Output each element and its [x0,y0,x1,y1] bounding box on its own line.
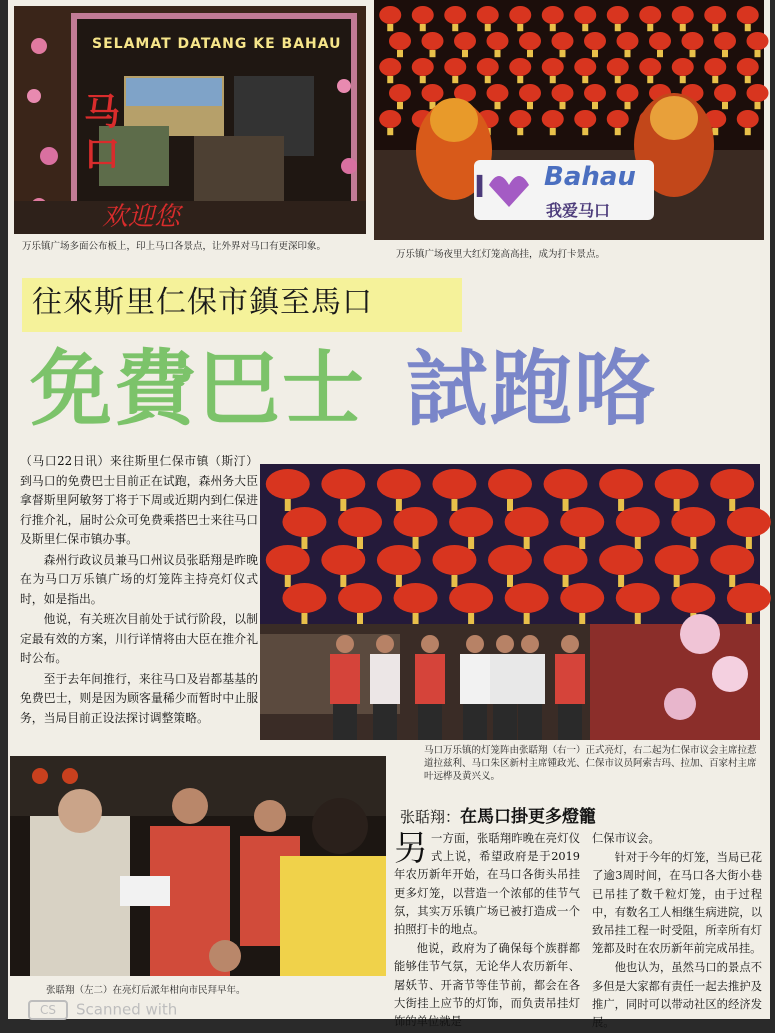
lantern-shape [542,110,564,128]
article-column-1 [20,452,258,729]
lantern-tassel [285,575,291,587]
lantern-shape [477,58,499,76]
article-paragraph: 至于去年间推行，来往马口及岩都基基的免费巴士，则是因为顾客量稀少而暂时中止服务，当局目前正设法探讨调整策略。 [20,671,258,725]
lantern-shape [542,6,564,24]
lantern-tassel [357,613,363,625]
lantern-tassel [387,24,393,31]
lantern-shape [607,58,629,76]
lantern-tassel [618,575,624,587]
banner-text: SELAMAT DATANG KE BAHAU [92,36,342,52]
lantern-shape [505,507,549,537]
person-head [376,635,394,653]
lantern-tassel [396,499,402,511]
lantern-shape [487,32,509,50]
lantern-tassel [746,537,752,549]
scanner-watermark [28,1000,177,1020]
article-paragraph: 他也认为，虽然马口的景点不多但是大家都有责任一起去推护及推广，同时可以带动社区的经济发展。 [592,961,762,1030]
lantern-tassel [451,499,457,511]
lantern-tassel [729,575,735,587]
lantern-shape [321,469,365,499]
lantern-tassel [674,575,680,587]
lantern-tassel [527,102,533,109]
lantern-shape [584,32,606,50]
lantern-shape [584,84,606,102]
newspaper-page [8,0,770,1030]
lantern-shape [552,32,574,50]
person-body [415,654,445,704]
lantern-shape [655,545,699,575]
lantern-shape [505,583,549,613]
caption-bottom-left: 张聒翔（左二）在亮灯后派年柑向市民拜早年。 [46,985,246,996]
lantern-shape [422,32,444,50]
article-paragraph: 他说，有关班次目前处于试行阶段，以制定最有效的方案，川行详情将由大臣在推介礼时公布。 [20,612,258,665]
lantern-tassel [625,50,631,57]
headline-green: 免費巴士 [30,342,367,437]
lantern-shape [519,84,541,102]
lantern-shape [338,583,382,613]
lantern-shape [671,583,715,613]
lantern-shape [607,6,629,24]
lantern-shape [714,32,736,50]
lantern-shape [449,507,493,537]
lantern-tassel [582,76,588,83]
lantern-shape [710,469,754,499]
lantern-tassel [485,24,491,31]
person-legs [558,704,582,740]
lantern-tassel [745,76,751,83]
person-head [496,635,514,653]
lantern-tassel [560,102,566,109]
scanner-logo: CS [28,1000,68,1020]
lantern-shape [704,58,726,76]
article-paragraph: 森州行政议员兼马口州议员张聒翔是昨晚在为马口万乐镇广场的灯笼阵主持亮灯仪式时，如是指出。 [20,552,258,606]
lantern-tassel [301,613,307,625]
person-legs [518,704,542,740]
article-column-2 [394,830,580,1032]
lantern-tassel [527,50,533,57]
lantern-tassel [507,575,513,587]
lantern-tassel [712,128,718,135]
person-legs [373,704,397,740]
lantern-shape [394,507,438,537]
person-head [521,635,539,653]
lantern-tassel [618,499,624,511]
logo-subtitle: 我爱马口 [546,201,611,220]
lantern-shape [617,32,639,50]
lantern-tassel [517,76,523,83]
lantern-shape [509,58,531,76]
lantern-tassel [563,575,569,587]
lantern-tassel [579,613,585,625]
lantern-shape [432,545,476,575]
lantern-tassel [413,537,419,549]
lantern-shape [377,469,421,499]
lantern-shape [266,469,310,499]
lantern-tassel [722,102,728,109]
lantern-tassel [397,102,403,109]
lantern-tassel [722,50,728,57]
lantern-shape [599,545,643,575]
article-paragraph: （马口22日讯）来往斯里仁保市镇（斯汀）到马口的免费巴士目前正在试跑，森州务大臣拿督斯里阿敏努丁将于下周或近期内到仁保进行推介礼，届时公众可免费乘搭巴士来往马口及斯里仁保市镇办事。 [20,454,258,546]
lantern-tassel [468,537,474,549]
lantern-shape [389,84,411,102]
lantern-tassel [635,537,641,549]
lantern-shape [509,6,531,24]
lantern-shape [509,110,531,128]
lantern-shape [737,6,759,24]
lantern-shape [377,545,421,575]
lantern-tassel [745,24,751,31]
person-body [370,654,400,704]
lantern-shape [649,32,671,50]
lantern-tassel [420,76,426,83]
lantern-shape [487,84,509,102]
person-legs [333,704,357,740]
person-body [330,654,360,704]
lantern-shape [412,58,434,76]
lantern-tassel [451,575,457,587]
lantern-shape [560,583,604,613]
lantern-shape [560,507,604,537]
lantern-tassel [301,537,307,549]
lantern-shape [672,6,694,24]
lantern-tassel [495,50,501,57]
lantern-tassel [560,50,566,57]
lantern-shape [519,32,541,50]
dropcap: 另 [394,829,428,869]
lantern-tassel [397,50,403,57]
lantern-tassel [550,24,556,31]
logo-letter: I [474,170,486,205]
lantern-shape [737,110,759,128]
lantern-shape [672,58,694,76]
subhead-name: 张聒翔： [400,808,461,826]
lantern-tassel [615,24,621,31]
lantern-tassel [647,76,653,83]
lantern-tassel [452,76,458,83]
lantern-shape [574,58,596,76]
article-paragraph: 针对于今年的灯笼，当局已花了逾3周时间，在马口各大街小巷已吊挂了数千粒灯笼，由于过程中，有数名工人相继生病进院，以致吊挂工程一时受阻，所幸所有灯笼都及时在农历新年前完成吊挂。 [592,851,762,956]
lantern-shape [282,507,326,537]
lantern-shape [655,469,699,499]
lantern-tassel [340,575,346,587]
lantern-tassel [635,613,641,625]
lantern-shape [379,58,401,76]
person-head [466,635,484,653]
lantern-shape [379,110,401,128]
lantern-tassel [746,613,752,625]
caption-top-right: 万乐镇广场夜里大红灯笼高高挂，成为打卡景点。 [396,249,606,260]
lantern-tassel [563,499,569,511]
lantern-tassel [712,76,718,83]
lantern-tassel [507,499,513,511]
person-head [421,635,439,653]
lantern-tassel [745,128,751,135]
person-legs [463,704,487,740]
lantern-shape [444,6,466,24]
lantern-tassel [420,24,426,31]
lantern-tassel [517,24,523,31]
caption-top-left: 万乐镇广场多面公布板上，印上马口各景点，让外界对马口有更深印象。 [22,241,327,252]
lantern-tassel [755,102,761,109]
photo-welcome-board [14,6,366,234]
lantern-tassel [524,613,530,625]
lantern-shape [552,84,574,102]
lantern-tassel [495,102,501,109]
vertical-title: 马口 [84,91,121,175]
person-legs [418,704,442,740]
lantern-shape [412,6,434,24]
person-body [555,654,585,704]
lantern-shape [454,32,476,50]
lantern-tassel [430,50,436,57]
lantern-tassel [387,76,393,83]
lantern-shape [714,84,736,102]
lantern-shape [747,32,769,50]
lantern-tassel [462,50,468,57]
lantern-tassel [615,76,621,83]
person-head [561,635,579,653]
lantern-shape [542,58,564,76]
lantern-shape [682,32,704,50]
article-column-3 [592,830,762,1033]
subhead-title: 在馬口掛更多燈籠 [460,807,597,827]
lantern-shape [488,469,532,499]
lantern-shape [727,583,771,613]
scanner-text: Scanned with [76,1000,178,1019]
article-paragraph: 他说，政府为了确保每个族群都能够佳节气氛，无论华人农历新年、屠妖节、开斋节等佳节前，都会在各大街挂上应节的灯饰，而负责吊挂灯饰的单位就是 [394,942,580,1029]
lantern-tassel [413,613,419,625]
person-body [460,654,490,704]
lantern-shape [544,469,588,499]
lantern-shape [616,507,660,537]
lantern-shape [737,58,759,76]
lantern-tassel [592,102,598,109]
lantern-shape [389,32,411,50]
lantern-tassel [468,613,474,625]
kicker-text: 往來斯里仁保市鎮至馬口 [32,285,373,320]
lantern-shape [617,84,639,102]
photo-handing-oranges [10,756,386,976]
lantern-shape [599,469,643,499]
logo-word: Bahau [544,162,636,192]
lantern-tassel [340,499,346,511]
lantern-tassel [452,24,458,31]
lantern-tassel [582,24,588,31]
lantern-shape [671,507,715,537]
lantern-tassel [550,128,556,135]
person-head [336,635,354,653]
lantern-tassel [582,128,588,135]
lantern-shape [704,6,726,24]
lantern-tassel [712,24,718,31]
welcome-text: 欢迎您 [102,202,181,232]
lantern-shape [282,583,326,613]
lantern-shape [544,545,588,575]
photo-lantern-lighting-ceremony [260,464,760,740]
lantern-tassel [285,499,291,511]
lantern-tassel [647,24,653,31]
caption-middle-right: 马口万乐镇的灯笼阵由张聒翔（右一）正式亮灯，右二起为仁保市议会主席拉惹道拉兹利、马口朱区新村主席锺政光、仁保市议员阿索吉玛、拉加、百家村主席叶远桦及黄兴义。 [424,745,757,782]
subhead [400,802,596,827]
lantern-tassel [680,76,686,83]
lantern-tassel [690,50,696,57]
lantern-shape [338,507,382,537]
lantern-tassel [357,537,363,549]
lantern-tassel [690,537,696,549]
lantern-tassel [625,102,631,109]
lantern-tassel [396,575,402,587]
lantern-tassel [657,50,663,57]
person-body [515,654,545,704]
lantern-shape [432,469,476,499]
article-paragraph: 一方面，张聒翔昨晚在亮灯仪式上说，希望政府是于2019年农历新年开始，在马口各街头吊挂更多灯笼，以营造一个浓郁的佳节气氛，其实万乐镇广场已被打造成一个拍照打卡的地点。 [394,832,580,937]
lantern-tassel [387,128,393,135]
lantern-tassel [550,76,556,83]
lantern-shape [488,545,532,575]
lantern-tassel [755,50,761,57]
lantern-tassel [615,128,621,135]
lantern-tassel [517,128,523,135]
lantern-shape [321,545,365,575]
lantern-shape [477,6,499,24]
lantern-tassel [674,499,680,511]
lantern-shape [574,6,596,24]
lantern-shape [379,6,401,24]
lantern-shape [422,84,444,102]
lantern-tassel [485,76,491,83]
lantern-shape [727,507,771,537]
lantern-shape [639,6,661,24]
lantern-tassel [579,537,585,549]
lantern-shape [444,58,466,76]
lantern-shape [449,583,493,613]
lantern-shape [574,110,596,128]
lantern-shape [607,110,629,128]
lantern-shape [710,545,754,575]
lantern-shape [616,583,660,613]
lantern-tassel [680,24,686,31]
lantern-shape [639,58,661,76]
lantern-shape [394,583,438,613]
lantern-shape [747,84,769,102]
headline-blue: 試跑咯 [406,342,659,437]
article-paragraph: 仁保市议会。 [592,832,660,845]
lantern-tassel [729,499,735,511]
photo-lion-dance-lanterns [374,0,764,240]
lantern-tassel [592,50,598,57]
lantern-shape [266,545,310,575]
lantern-tassel [524,537,530,549]
person-legs [493,704,517,740]
